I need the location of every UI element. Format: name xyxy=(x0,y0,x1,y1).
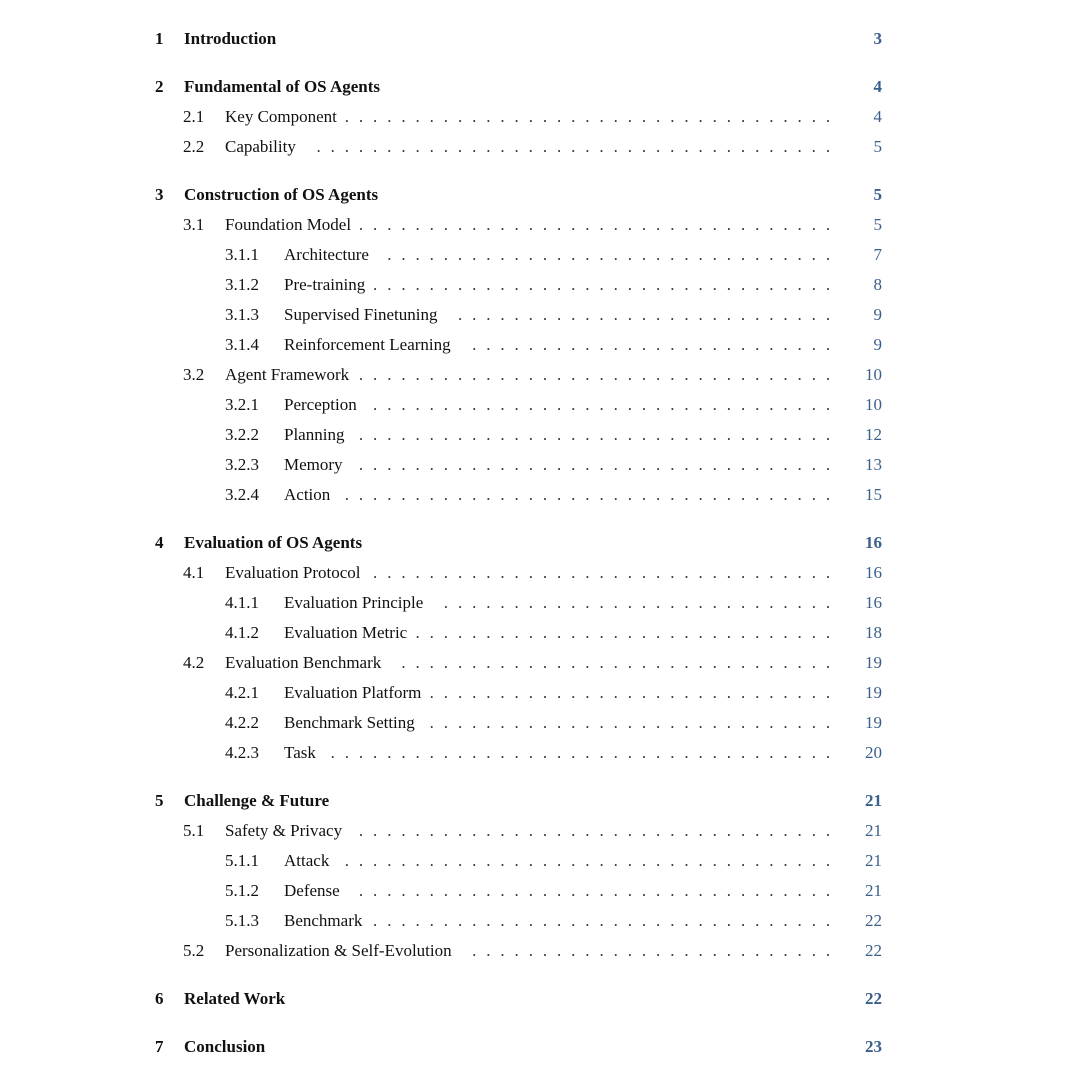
toc-entry-title: Personalization & Self-Evolution xyxy=(225,941,452,960)
toc-entry-title: Evaluation Benchmark xyxy=(225,653,382,672)
toc-entry-number: 2 xyxy=(155,77,164,96)
toc-dot-leader: ................................. xyxy=(373,395,840,414)
toc-entry-title: Evaluation Metric xyxy=(284,623,408,642)
toc-entry-title: Introduction xyxy=(184,29,277,48)
toc-subsubsection[interactable] xyxy=(0,708,1080,738)
toc-section[interactable] xyxy=(0,786,1080,816)
toc-entry-page-number[interactable]: 22 xyxy=(865,989,882,1008)
toc-subsection[interactable] xyxy=(0,816,1080,846)
toc-entry-number: 3.2.4 xyxy=(225,485,259,504)
toc-entry-title: Safety & Privacy xyxy=(225,821,343,840)
toc-entry-number: 3.1.1 xyxy=(225,245,259,264)
toc-subsection[interactable] xyxy=(0,648,1080,678)
toc-entry-title: Pre-training xyxy=(284,275,366,294)
toc-subsubsection[interactable] xyxy=(0,330,1080,360)
toc-entry-page-number[interactable]: 21 xyxy=(865,881,882,900)
toc-dot-leader: ........................... xyxy=(457,305,840,324)
toc-entry-title: Defense xyxy=(284,881,340,900)
toc-entry-page-number[interactable]: 9 xyxy=(873,335,882,354)
toc-dot-leader: .................................. xyxy=(358,455,840,474)
toc-dot-leader: ................................... xyxy=(344,851,840,870)
toc-dot-leader: ................................... xyxy=(344,485,840,504)
toc-entry-number: 7 xyxy=(155,1037,164,1056)
toc-entry-title: Related Work xyxy=(184,989,286,1008)
toc-entry-page-number[interactable]: 12 xyxy=(865,425,882,444)
toc-entry-title: Planning xyxy=(284,425,345,444)
toc-entry-title: Architecture xyxy=(284,245,369,264)
toc-entry-page-number[interactable]: 13 xyxy=(865,455,882,474)
toc-section[interactable] xyxy=(0,1032,1080,1062)
toc-entry-number: 4.1.2 xyxy=(225,623,259,642)
toc-entry-number: 5.1.2 xyxy=(225,881,259,900)
toc-dot-leader: .............................. xyxy=(415,623,840,642)
toc-entry-page-number[interactable]: 19 xyxy=(865,713,882,732)
toc-entry-page-number[interactable]: 21 xyxy=(865,851,882,870)
toc-dot-leader: ............................. xyxy=(429,683,840,702)
toc-entry-number: 4.2.3 xyxy=(225,743,259,762)
toc-dot-leader: .................................. xyxy=(358,215,840,234)
toc-subsubsection[interactable] xyxy=(0,450,1080,480)
toc-entry-title: Perception xyxy=(284,395,357,414)
toc-entry-number: 3.1.2 xyxy=(225,275,259,294)
toc-subsubsection[interactable] xyxy=(0,240,1080,270)
toc-entry-number: 5.1 xyxy=(183,821,205,840)
toc-entry-title: Task xyxy=(284,743,316,762)
toc-dot-leader: ................................. xyxy=(373,563,840,582)
toc-dot-leader: .................................. xyxy=(358,881,840,900)
toc-entry-number: 4.1.1 xyxy=(225,593,259,612)
toc-entry-number: 3.2.3 xyxy=(225,455,259,474)
toc-entry-title: Benchmark xyxy=(284,911,363,930)
toc-section[interactable] xyxy=(0,984,1080,1014)
toc-subsubsection[interactable] xyxy=(0,876,1080,906)
toc-entry-number: 4 xyxy=(155,533,164,552)
toc-entry-title: Capability xyxy=(225,137,296,156)
toc-entry-title: Evaluation Platform xyxy=(284,683,422,702)
toc-section[interactable] xyxy=(0,528,1080,558)
toc-dot-leader: ............................ xyxy=(443,593,840,612)
toc-entry-number: 2.1 xyxy=(183,107,205,126)
toc-subsubsection[interactable] xyxy=(0,846,1080,876)
toc-entry-page-number[interactable]: 16 xyxy=(865,533,882,552)
toc-entry-number: 3.2.1 xyxy=(225,395,259,414)
toc-entry-number: 4.2.1 xyxy=(225,683,259,702)
toc-entry-number: 3.1.3 xyxy=(225,305,259,324)
toc-dot-leader: .................................. xyxy=(358,425,840,444)
toc-entry-page-number[interactable]: 3 xyxy=(873,29,882,48)
toc-entry-number: 3.1 xyxy=(183,215,205,234)
toc-subsubsection[interactable] xyxy=(0,270,1080,300)
toc-dot-leader: ................................. xyxy=(373,911,840,930)
toc-entry-title: Action xyxy=(284,485,331,504)
toc-entry-title: Evaluation Principle xyxy=(284,593,424,612)
toc-entry-page-number[interactable]: 8 xyxy=(873,275,882,294)
toc-entry-page-number[interactable]: 20 xyxy=(865,743,882,762)
toc-entry-page-number[interactable]: 10 xyxy=(865,365,882,384)
toc-entry-page-number[interactable]: 22 xyxy=(865,911,882,930)
toc-subsubsection[interactable] xyxy=(0,906,1080,936)
toc-entry-number: 4.1 xyxy=(183,563,205,582)
toc-entry-number: 5.1.3 xyxy=(225,911,259,930)
toc-dot-leader: .................................... xyxy=(330,743,840,762)
toc-entry-page-number[interactable]: 22 xyxy=(865,941,882,960)
toc-entry-number: 4.2.2 xyxy=(225,713,259,732)
toc-entry-title: Agent Framework xyxy=(225,365,350,384)
toc-section[interactable] xyxy=(0,180,1080,210)
toc-entry-title: Challenge & Future xyxy=(184,791,330,810)
toc-entry-number: 1 xyxy=(155,29,164,48)
toc-subsection[interactable] xyxy=(0,360,1080,390)
toc-entry-title: Supervised Finetuning xyxy=(284,305,438,324)
toc-section[interactable] xyxy=(0,72,1080,102)
toc-entry-page-number[interactable]: 4 xyxy=(873,107,882,126)
toc-entry-page-number[interactable]: 15 xyxy=(865,485,882,504)
toc-entry-title: Fundamental of OS Agents xyxy=(184,77,380,96)
toc-entry-title: Benchmark Setting xyxy=(284,713,415,732)
toc-entry-page-number[interactable]: 21 xyxy=(865,821,882,840)
toc-subsubsection[interactable] xyxy=(0,390,1080,420)
toc-entry-title: Key Component xyxy=(225,107,337,126)
toc-entry-page-number[interactable]: 16 xyxy=(865,563,882,582)
toc-subsection[interactable] xyxy=(0,102,1080,132)
toc-entry-number: 3.2.2 xyxy=(225,425,259,444)
toc-dot-leader: .......................... xyxy=(472,335,840,354)
toc-entry-page-number[interactable]: 5 xyxy=(873,215,882,234)
toc-entry-page-number[interactable]: 5 xyxy=(873,185,882,204)
toc-subsection[interactable] xyxy=(0,558,1080,588)
toc-subsection[interactable] xyxy=(0,210,1080,240)
toc-dot-leader: .................................. xyxy=(358,365,840,384)
toc-entry-number: 5 xyxy=(155,791,164,810)
toc-entry-number: 3 xyxy=(155,185,164,204)
toc-dot-leader: ................................... xyxy=(344,107,840,126)
toc-entry-page-number[interactable]: 16 xyxy=(865,593,882,612)
toc-dot-leader: .................................. xyxy=(358,821,840,840)
toc-entry-title: Conclusion xyxy=(184,1037,266,1056)
toc-entry-page-number[interactable]: 21 xyxy=(865,791,882,810)
toc-subsubsection[interactable] xyxy=(0,420,1080,450)
toc-entry-page-number[interactable]: 10 xyxy=(865,395,882,414)
toc-entry-page-number[interactable]: 19 xyxy=(865,683,882,702)
toc-subsubsection[interactable] xyxy=(0,738,1080,768)
toc-section[interactable] xyxy=(0,24,1080,54)
toc-subsubsection[interactable] xyxy=(0,618,1080,648)
toc-subsubsection[interactable] xyxy=(0,300,1080,330)
toc-dot-leader: ................................. xyxy=(373,275,840,294)
toc-entry-number: 2.2 xyxy=(183,137,205,156)
toc-entry-title: Memory xyxy=(284,455,343,474)
toc-subsubsection[interactable] xyxy=(0,678,1080,708)
toc-entry-number: 5.1.1 xyxy=(225,851,259,870)
toc-entry-page-number[interactable]: 18 xyxy=(865,623,882,642)
toc-entry-title: Construction of OS Agents xyxy=(184,185,379,204)
toc-entry-number: 3.2 xyxy=(183,365,205,384)
toc-subsection[interactable] xyxy=(0,132,1080,162)
toc-dot-leader: ................................ xyxy=(387,245,840,264)
toc-entry-title: Evaluation of OS Agents xyxy=(184,533,363,552)
toc-entry-number: 3.1.4 xyxy=(225,335,259,354)
toc-entry-title: Evaluation Protocol xyxy=(225,563,361,582)
toc-entry-page-number[interactable]: 5 xyxy=(873,137,882,156)
toc-entry-title: Reinforcement Learning xyxy=(284,335,451,354)
toc-entry-number: 4.2 xyxy=(183,653,205,672)
toc-entry-title: Attack xyxy=(284,851,330,870)
toc-subsection[interactable] xyxy=(0,936,1080,966)
toc-dot-leader: ............................... xyxy=(401,653,840,672)
toc-subsubsection[interactable] xyxy=(0,588,1080,618)
toc-subsubsection[interactable] xyxy=(0,480,1080,510)
toc-entry-number: 6 xyxy=(155,989,164,1008)
toc-dot-leader: ..................................... xyxy=(316,137,840,156)
toc-dot-leader: .......................... xyxy=(472,941,840,960)
toc-entry-page-number[interactable]: 19 xyxy=(865,653,882,672)
toc-dot-leader: ............................. xyxy=(429,713,840,732)
toc-entry-page-number[interactable]: 23 xyxy=(865,1037,882,1056)
toc-entry-title: Foundation Model xyxy=(225,215,352,234)
toc-entry-page-number[interactable]: 7 xyxy=(873,245,882,264)
toc-entry-page-number[interactable]: 9 xyxy=(873,305,882,324)
toc-entry-page-number[interactable]: 4 xyxy=(873,77,882,96)
toc-entry-number: 5.2 xyxy=(183,941,205,960)
